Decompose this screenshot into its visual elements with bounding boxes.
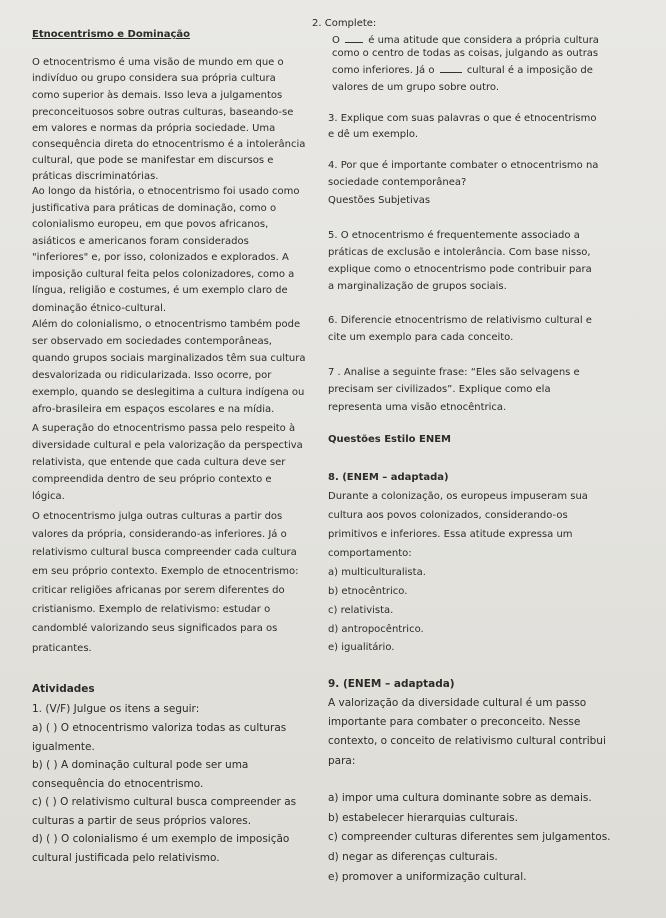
text-line: diversidade cultural e pela valorização da perspectiva bbox=[32, 440, 303, 451]
text-line: valores da própria, considerando-as inferiores. Já o bbox=[32, 529, 287, 540]
text-line: consequência direta do etnocentrismo é a intolerância bbox=[32, 139, 306, 150]
text-line: como inferiores. Já o bbox=[332, 65, 435, 76]
text-line: "inferiores" e, por isso, colonizados e explorados. A bbox=[32, 252, 289, 263]
text-line: A valorização da diversidade cultural é um passo bbox=[328, 697, 587, 709]
text-line: cultural, que pode se manifestar em discursos e bbox=[32, 155, 274, 166]
question-1-item-c: c) ( ) O relativismo cultural busca compreender as bbox=[32, 796, 297, 808]
text-line: para: bbox=[328, 755, 356, 767]
text-line: cristianismo. Exemplo de relativismo: estudar o bbox=[32, 604, 271, 615]
text-line: práticas de exclusão e intolerância. Com base nisso, bbox=[328, 247, 591, 258]
option-a[interactable]: a) multiculturalista. bbox=[328, 567, 426, 578]
option-a[interactable]: a) impor uma cultura dominante sobre as demais. bbox=[328, 792, 592, 804]
text-line: exemplo, quando se deslegitima a cultura indígena ou bbox=[32, 387, 305, 398]
question-2-blank-line bbox=[332, 33, 599, 47]
text-line: Além do colonialismo, o etnocentrismo também pode bbox=[32, 319, 301, 330]
option-b[interactable]: b) estabelecer hierarquias culturais. bbox=[328, 812, 518, 824]
text-line: cite um exemplo para cada conceito. bbox=[328, 332, 514, 343]
text-line: igualmente. bbox=[32, 741, 95, 753]
activities-heading: Atividades bbox=[32, 683, 95, 695]
option-d[interactable]: d) antropocêntrico. bbox=[328, 624, 424, 635]
text-line: culturas a partir de seus próprios valores. bbox=[32, 815, 252, 827]
section-title: Etnocentrismo e Dominação bbox=[32, 29, 190, 40]
text-line: precisam ser civilizados”. Explique como ela bbox=[328, 384, 551, 395]
text-line: e dê um exemplo. bbox=[328, 129, 418, 140]
text-line: desvalorizada ou ridicularizada. Isso ocorre, por bbox=[32, 370, 272, 381]
option-c[interactable]: c) compreender culturas diferentes sem julgamentos. bbox=[328, 831, 611, 843]
text-line: comportamento: bbox=[328, 548, 412, 559]
text-line: cultura aos povos colonizados, considerando-os bbox=[328, 510, 568, 521]
blank-prefix: O bbox=[332, 35, 340, 46]
text-line: relativista, que entende que cada cultura deve ser bbox=[32, 457, 286, 468]
text-line: O etnocentrismo julga outras culturas a partir dos bbox=[32, 511, 283, 522]
fill-blank[interactable] bbox=[440, 63, 462, 73]
option-c[interactable]: c) relativista. bbox=[328, 605, 394, 616]
text-line: afro-brasileira em espaços escolares e na mídia. bbox=[32, 404, 275, 415]
text-line: indivíduo ou grupo considera sua própria cultura bbox=[32, 73, 276, 84]
question-3: 3. Explique com suas palavras o que é etnocentrismo bbox=[328, 113, 597, 124]
text-line: candomblé valorizando seus significados para os bbox=[32, 623, 278, 634]
text-line: Durante a colonização, os europeus impuseram sua bbox=[328, 491, 588, 502]
text-line: consequência do etnocentrismo. bbox=[32, 778, 204, 790]
text-line: representa uma visão etnocêntrica. bbox=[328, 402, 507, 413]
text-line: dominação étnico-cultural. bbox=[32, 303, 167, 314]
text-line: relativismo cultural busca compreender cada cultura bbox=[32, 547, 297, 558]
option-e[interactable]: e) promover a uniformização cultural. bbox=[328, 871, 527, 883]
text-line: em valores e normas da própria sociedade. Uma bbox=[32, 123, 276, 134]
text-line: como superior às demais. Isso leva a julgamentos bbox=[32, 90, 283, 101]
question-5: 5. O etnocentrismo é frequentemente associado a bbox=[328, 230, 580, 241]
text-line: valores de um grupo sobre outro. bbox=[332, 82, 500, 93]
text-line: Ao longo da história, o etnocentrismo foi usado como bbox=[32, 186, 300, 197]
text-line: preconceituosos sobre outras culturas, baseando-se bbox=[32, 107, 294, 118]
question-2: 2. Complete: bbox=[312, 18, 377, 29]
text-line: A superação do etnocentrismo passa pelo respeito à bbox=[32, 423, 296, 434]
text-line: imposição cultural feita pelos colonizadores, como a bbox=[32, 269, 295, 280]
text-line: práticas discriminatórias. bbox=[32, 171, 159, 182]
text-line: como o centro de todas as coisas, julgando as outras bbox=[332, 48, 599, 59]
text-line: em seu próprio contexto. Exemplo de etnocentrismo: bbox=[32, 566, 299, 577]
text-line: ser observado em sociedades contemporâneas, bbox=[32, 336, 272, 347]
text-line: praticantes. bbox=[32, 643, 92, 654]
text-line: compreendida dentro de seu próprio contexto e bbox=[32, 474, 272, 485]
fill-blank[interactable] bbox=[345, 33, 363, 43]
enem-heading: Questões Estilo ENEM bbox=[328, 434, 451, 445]
text-line: asiáticos e americanos foram considerados bbox=[32, 236, 249, 247]
question-6: 6. Diferencie etnocentrismo de relativismo cultural e bbox=[328, 315, 592, 326]
text-line: primitivos e inferiores. Essa atitude expressa um bbox=[328, 529, 573, 540]
text-line: quando grupos sociais marginalizados têm sua cultura bbox=[32, 353, 306, 364]
option-e[interactable]: e) igualitário. bbox=[328, 642, 395, 653]
text-line: a marginalização de grupos sociais. bbox=[328, 281, 507, 292]
subjective-heading: Questões Subjetivas bbox=[328, 195, 431, 206]
question-2-blank-line-2 bbox=[332, 63, 593, 77]
text-line: sociedade contemporânea? bbox=[328, 177, 467, 188]
question-8-title: 8. (ENEM – adaptada) bbox=[328, 472, 449, 483]
question-9-title: 9. (ENEM – adaptada) bbox=[328, 678, 455, 690]
question-7: 7 . Analise a seguinte frase: “Eles são selvagens e bbox=[328, 367, 580, 378]
question-1-item-d: d) ( ) O colonialismo é um exemplo de imposição bbox=[32, 833, 290, 845]
text-line: lógica. bbox=[32, 491, 65, 502]
text-line: contexto, o conceito de relativismo cultural contribui bbox=[328, 735, 606, 747]
text-line: criticar religiões africanas por serem diferentes do bbox=[32, 585, 285, 596]
option-b[interactable]: b) etnocêntrico. bbox=[328, 586, 408, 597]
question-1-item-a: a) ( ) O etnocentrismo valoriza todas as culturas bbox=[32, 722, 287, 734]
text-line: importante para combater o preconceito. Nesse bbox=[328, 716, 581, 728]
text-line: é uma atitude que considera a própria cultura bbox=[368, 35, 599, 46]
option-d[interactable]: d) negar as diferenças culturais. bbox=[328, 851, 498, 863]
question-1: 1. (V/F) Julgue os itens a seguir: bbox=[32, 703, 200, 715]
text-line: língua, religião e costumes, é um exemplo claro de bbox=[32, 285, 288, 296]
question-4: 4. Por que é importante combater o etnocentrismo na bbox=[328, 160, 599, 171]
text-line: justificativa para práticas de dominação, como o bbox=[32, 203, 277, 214]
text-line: cultural é a imposição de bbox=[466, 65, 593, 76]
text-line: explique como o etnocentrismo pode contribuir para bbox=[328, 264, 592, 275]
text-line: O etnocentrismo é uma visão de mundo em que o bbox=[32, 57, 284, 68]
text-line: colonialismo europeu, em que povos africanos, bbox=[32, 219, 269, 230]
text-line: cultural justificada pelo relativismo. bbox=[32, 852, 220, 864]
question-1-item-b: b) ( ) A dominação cultural pode ser uma bbox=[32, 759, 249, 771]
